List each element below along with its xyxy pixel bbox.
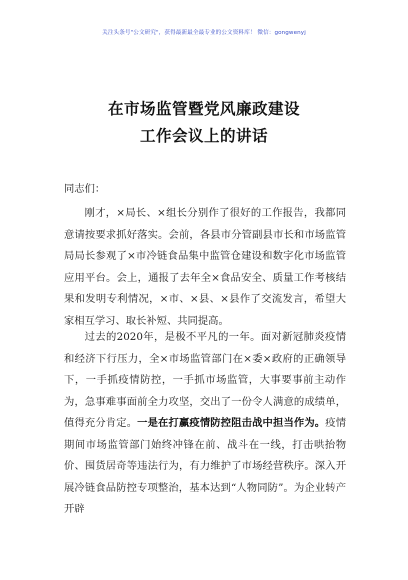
- document-title-line-2: 工作会议上的讲话: [139, 126, 268, 145]
- paragraph-2: [64, 327, 346, 521]
- paragraph-1: 刚才，×局长、×组长分别作了很好的工作报告，我都同意请按要求抓好落实。会前，各县市分管副县市长和市场监管局局长参观了×市冷链食品集中监管仓建设和数字化市场监管应用平台。会上，通报了去年全×食品安全、质量工作考核结果和发明专利情况，×市、×县、×县作了交流发言，希望大家相互学习、取长补短、共同提高。: [64, 207, 346, 327]
- salutation: 同志们：: [64, 183, 106, 195]
- document-title-line-1: 在市场监管暨党风廉政建设: [107, 99, 300, 118]
- paragraph-2-bold-heading: 一是在打赢疫情防控阻击战中担当作为。: [137, 417, 326, 429]
- paragraph-2-text-a: 过去的2020年，是极不平凡的一年。面对新冠肺炎疫情和经济下行压力，全×市场监管部门在×委×政府的正确领导下，一手抓疫情防控，一手抓市场监管，大事要事前主动作为，急事难事面前全力攻坚，交出了一份令人满意的成绩单，值得充分肯定。: [64, 331, 346, 429]
- header-promo-note: 关注头条号"公文研究"，获得最新最全最专业的公文资料库！ 微信：gongwenyj: [102, 30, 306, 36]
- paragraph-2-text-b: 疫情期间市场监管部门始终冲锋在前、战斗在一线，打击哄抬物价、囤货居奇等违法行为，有力维护了市场经营秩序。深入开展冷链食品防控专项整治，基本达到“人物同防”。为企业转产开辟: [64, 417, 347, 515]
